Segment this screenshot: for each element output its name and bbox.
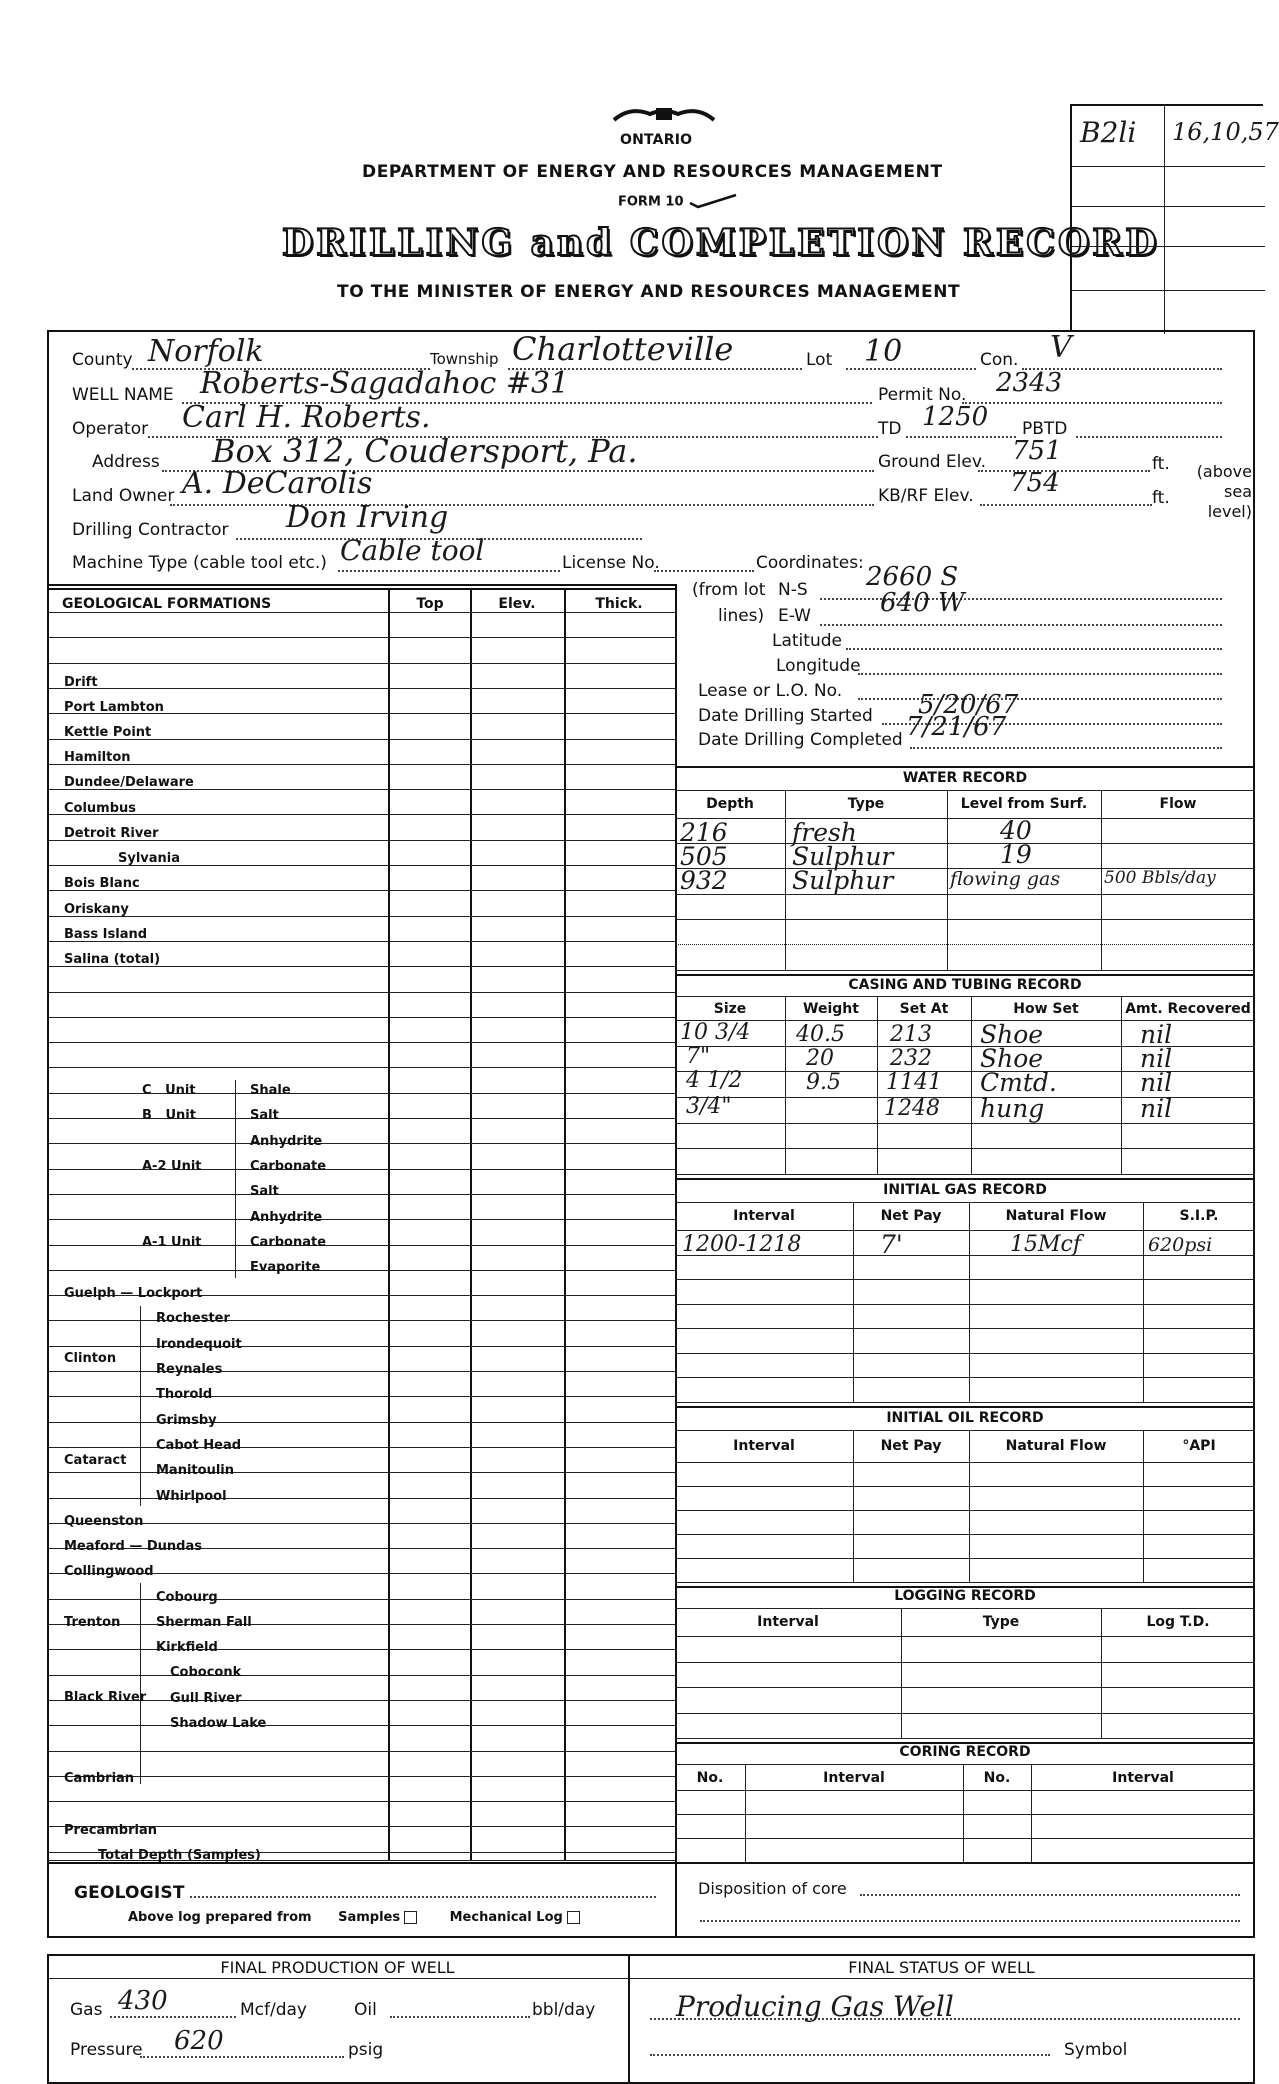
formation-guelph: Guelph — Lockport — [64, 1286, 203, 1301]
office-code: B2li — [1080, 116, 1137, 149]
permit-value: 2343 — [996, 368, 1063, 398]
formation-kettle-point: Kettle Point — [64, 725, 152, 740]
oil-line — [390, 2016, 530, 2018]
formation-anhydrite-2: Anhydrite — [250, 1210, 323, 1225]
geo-row-line — [47, 1194, 675, 1195]
land-owner-line — [170, 504, 874, 506]
formation-precambrian: Precambrian — [64, 1823, 157, 1838]
formation-queenston: Queenston — [64, 1514, 144, 1529]
casing-size-1: 10 3/4 — [680, 1020, 751, 1045]
final-production-title: FINAL PRODUCTION OF WELL — [220, 1958, 455, 1977]
ew-value: 640 W — [880, 588, 965, 618]
well-name-label: WELL NAME — [72, 385, 174, 405]
latitude-label: Latitude — [772, 631, 842, 651]
well-name-value: Roberts-Sagadahoc #31 — [200, 366, 570, 401]
ns-label: N-S — [778, 580, 808, 600]
formation-collingwood: Collingwood — [64, 1564, 154, 1579]
completed-value: 7/21/67 — [906, 712, 1007, 742]
formation-salt-1: Salt — [250, 1108, 279, 1123]
record-row-line — [675, 1713, 1255, 1714]
record-row-line — [675, 894, 1255, 895]
casing-recovered-2: nil — [1140, 1044, 1173, 1073]
longitude-label: Longitude — [776, 656, 861, 676]
formation-carbonate-1: Carbonate — [250, 1159, 327, 1174]
geo-row-line — [47, 1017, 675, 1018]
permit-label: Permit No. — [878, 385, 967, 405]
formation-total-depth: Total Depth (Samples) — [98, 1848, 261, 1863]
formation-irondequoit: Irondequoit — [156, 1337, 242, 1352]
record-row-line — [675, 843, 1255, 844]
formation-kirkfield: Kirkfield — [156, 1640, 218, 1655]
casing-header-recovered: Amt. Recovered — [1125, 1001, 1251, 1017]
township-label: Township — [430, 350, 499, 368]
formation-cobourg: Cobourg — [156, 1590, 218, 1605]
gas-interval-1: 1200-1218 — [682, 1232, 802, 1257]
form-number: FORM 10 — [618, 193, 740, 211]
formation-coboconk: Coboconk — [170, 1665, 242, 1680]
water-type-3: Sulphur — [792, 866, 894, 895]
ground-elev-line — [978, 470, 1150, 472]
logging-header-type: Type — [982, 1614, 1020, 1630]
formation-thorold: Thorold — [156, 1387, 213, 1402]
record-row-line — [675, 1486, 1255, 1487]
geo-row-line — [47, 688, 675, 689]
kb-elev-line — [980, 504, 1152, 506]
casing-header-size: Size — [713, 1001, 747, 1017]
formation-rochester: Rochester — [156, 1311, 230, 1326]
formation-drift: Drift — [64, 675, 98, 690]
ft-label-1: ft. — [1152, 454, 1170, 474]
county-label: County — [72, 350, 133, 370]
formation-black-river: Black River — [64, 1690, 147, 1705]
geo-header-formations: GEOLOGICAL FORMATIONS — [62, 596, 272, 612]
casing-recovered-4: nil — [1140, 1094, 1173, 1123]
formation-evaporite: Evaporite — [250, 1260, 321, 1275]
casing-record-title: CASING AND TUBING RECORD — [848, 977, 1082, 993]
geo-row-line — [47, 1725, 675, 1726]
water-level-3: flowing gas — [950, 868, 1061, 890]
casing-weight-1: 40.5 — [796, 1022, 845, 1047]
formation-bois-blanc: Bois Blanc — [64, 876, 140, 891]
water-level-2: 19 — [1000, 840, 1032, 869]
completed-line — [910, 747, 1222, 749]
gas-header-sip: S.I.P. — [1179, 1208, 1219, 1224]
office-date: 16,10,57 — [1172, 118, 1279, 146]
form-title: DRILLING and COMPLETION RECORD — [282, 222, 1160, 264]
ew-label: E-W — [778, 606, 811, 626]
geo-row-line — [47, 1675, 675, 1676]
oil-record-title: INITIAL OIL RECORD — [886, 1410, 1044, 1426]
casing-howset-3: Cmtd. — [980, 1068, 1057, 1097]
formation-oriskany: Oriskany — [64, 902, 129, 917]
geo-row-line — [47, 890, 675, 891]
record-row-line — [675, 1510, 1255, 1511]
record-row-line — [675, 1814, 1255, 1815]
gas-sip-1: 620psi — [1148, 1234, 1213, 1256]
formation-manitoulin: Manitoulin — [156, 1463, 234, 1478]
geo-row-line — [47, 1320, 675, 1321]
casing-recovered-3: nil — [1140, 1068, 1173, 1097]
casing-howset-1: Shoe — [980, 1020, 1044, 1049]
geo-row-line — [47, 1219, 675, 1220]
formation-c-unit: C Unit — [142, 1083, 196, 1098]
completed-label: Date Drilling Completed — [698, 730, 903, 750]
record-row-line — [675, 1838, 1255, 1839]
gas-header-interval: Interval — [733, 1208, 795, 1224]
county-value: Norfolk — [148, 334, 264, 369]
symbol-label: Symbol — [1064, 2040, 1128, 2060]
formation-anhydrite-1: Anhydrite — [250, 1134, 323, 1149]
longitude-line — [858, 673, 1222, 675]
lease-line — [858, 698, 1222, 700]
casing-size-4: 3/4" — [686, 1094, 732, 1119]
lot-value: 10 — [864, 334, 903, 369]
logging-header-log-td: Log T.D. — [1146, 1614, 1210, 1630]
water-type-1: fresh — [792, 818, 857, 847]
from-lot-label: (from lot — [692, 580, 766, 600]
casing-size-2: 7" — [686, 1044, 711, 1069]
gas-header-natural-flow: Natural Flow — [1005, 1208, 1107, 1224]
water-type-2: Sulphur — [792, 842, 894, 871]
ft-label-2: ft. — [1152, 488, 1170, 508]
logging-header-interval: Interval — [757, 1614, 819, 1630]
oil-header-api: °API — [1182, 1438, 1216, 1454]
pbtd-label: PBTD — [1022, 419, 1068, 439]
geo-row-line — [47, 764, 675, 765]
bbl-label: bbl/day — [532, 2000, 596, 2020]
info-divider — [47, 584, 675, 586]
formation-reynales: Reynales — [156, 1362, 223, 1377]
geo-row-line — [47, 992, 675, 993]
coring-record-title: CORING RECORD — [899, 1744, 1031, 1760]
formation-sylvania: Sylvania — [118, 851, 181, 866]
casing-setat-4: 1248 — [884, 1096, 940, 1121]
ground-elev-label: Ground Elev. — [878, 452, 987, 472]
gas-header-net-pay: Net Pay — [880, 1208, 942, 1224]
pressure-label: Pressure — [70, 2040, 143, 2060]
td-value: 1250 — [922, 402, 989, 432]
mcf-label: Mcf/day — [240, 2000, 307, 2020]
td-label: TD — [878, 419, 902, 439]
disposition-line — [860, 1894, 1240, 1896]
status-value: Producing Gas Well — [676, 1990, 954, 2023]
disposition-line-2 — [700, 1920, 1240, 1922]
above-sea-label: (above sea level) — [1196, 462, 1252, 521]
gas-value: 430 — [118, 1986, 168, 2016]
office-use-box — [1070, 104, 1279, 332]
record-row-line — [675, 1377, 1255, 1378]
psig-label: psig — [348, 2040, 384, 2060]
formation-whirlpool: Whirlpool — [156, 1489, 227, 1504]
started-value: 5/20/67 — [918, 690, 1019, 720]
record-row-line — [675, 1279, 1255, 1280]
water-flow-3: 500 Bbls/day — [1104, 868, 1216, 888]
water-header-type: Type — [847, 796, 885, 812]
geo-row-line — [47, 663, 675, 664]
formation-hamilton: Hamilton — [64, 750, 131, 765]
gas-label: Gas — [70, 2000, 103, 2020]
record-row-line — [675, 1304, 1255, 1305]
geo-row-line — [47, 1143, 675, 1144]
formation-cabot-head: Cabot Head — [156, 1438, 242, 1453]
water-header-depth: Depth — [706, 796, 754, 812]
recipient: TO THE MINISTER OF ENERGY AND RESOURCES MANAGEMENT — [337, 282, 961, 302]
formation-shale: Shale — [250, 1083, 291, 1098]
oil-label: Oil — [354, 2000, 377, 2020]
mechanical-log-checkbox[interactable] — [567, 1911, 580, 1924]
lot-label: Lot — [806, 350, 833, 370]
formation-salina: Salina (total) — [64, 952, 161, 967]
formation-carbonate-2: Carbonate — [250, 1235, 327, 1250]
formation-salt-2: Salt — [250, 1184, 279, 1199]
pressure-line — [140, 2056, 344, 2058]
casing-weight-3: 9.5 — [806, 1070, 841, 1095]
geologist-line — [190, 1896, 656, 1898]
geo-row-line — [47, 1396, 675, 1397]
oil-header-natural-flow: Natural Flow — [1005, 1438, 1107, 1454]
geo-row-line — [47, 1624, 675, 1625]
geo-row-line — [47, 1599, 675, 1600]
record-row-line — [675, 919, 1255, 920]
formation-cataract: Cataract — [64, 1453, 127, 1468]
record-row-line — [675, 1148, 1255, 1149]
kb-elev-value: 754 — [1010, 468, 1060, 498]
casing-recovered-1: nil — [1140, 1020, 1173, 1049]
water-depth-1: 216 — [680, 818, 728, 847]
casing-howset-4: hung — [980, 1094, 1045, 1123]
township-value: Charlotteville — [512, 330, 734, 368]
water-record-title: WATER RECORD — [902, 770, 1028, 786]
record-row-line — [675, 1558, 1255, 1559]
con-label: Con. — [980, 350, 1019, 370]
disposition-label: Disposition of core — [698, 1879, 847, 1898]
department: DEPARTMENT OF ENERGY AND RESOURCES MANAGEMENT — [362, 162, 943, 182]
formation-port-lambton: Port Lambton — [64, 700, 164, 715]
status-line-2 — [650, 2054, 1050, 2056]
operator-label: Operator — [72, 419, 149, 439]
water-depth-3: 932 — [680, 866, 728, 895]
ns-value: 2660 S — [866, 562, 959, 592]
casing-setat-1: 213 — [890, 1022, 932, 1047]
casing-setat-3: 1141 — [886, 1070, 942, 1095]
formation-shadow-lake: Shadow Lake — [170, 1716, 267, 1731]
geo-header-thick: Thick. — [595, 596, 643, 612]
geo-row-line — [47, 637, 675, 638]
license-label: License No. — [562, 553, 660, 573]
machine-value: Cable tool — [340, 534, 485, 567]
geo-row-line — [47, 1371, 675, 1372]
coring-header-interval-2: Interval — [1112, 1770, 1174, 1786]
geo-row-line — [47, 916, 675, 917]
coring-header-no-1: No. — [696, 1770, 724, 1786]
pbtd-line — [1076, 436, 1222, 438]
formation-detroit-river: Detroit River — [64, 826, 159, 841]
casing-header-weight: Weight — [803, 1001, 859, 1017]
geo-row-line — [47, 1346, 675, 1347]
land-owner-label: Land Owner — [72, 486, 175, 506]
water-level-1: 40 — [1000, 816, 1032, 845]
final-status-title: FINAL STATUS OF WELL — [848, 1958, 1035, 1977]
samples-checkbox[interactable] — [404, 1911, 417, 1924]
province: ONTARIO — [620, 132, 693, 148]
prepared-from: Above log prepared from Samples Mechanical Log — [128, 1910, 580, 1925]
record-row-line — [675, 1328, 1255, 1329]
gas-record-title: INITIAL GAS RECORD — [883, 1182, 1047, 1198]
formation-gull-river: Gull River — [170, 1691, 242, 1706]
water-header-level: Level from Surf. — [960, 796, 1088, 812]
ew-line — [820, 624, 1222, 626]
contractor-value: Don Irving — [286, 500, 449, 535]
geo-row-line — [47, 1751, 675, 1752]
started-label: Date Drilling Started — [698, 706, 873, 726]
formation-dundee: Dundee/Delaware — [64, 775, 194, 790]
record-row-line — [675, 1534, 1255, 1535]
land-owner-value: A. DeCarolis — [182, 466, 373, 501]
latitude-line — [846, 648, 1222, 650]
geo-row-line — [47, 1447, 675, 1448]
formation-cambrian: Cambrian — [64, 1771, 135, 1786]
formation-clinton: Clinton — [64, 1351, 117, 1366]
record-row-line — [675, 1662, 1255, 1663]
contractor-label: Drilling Contractor — [72, 520, 229, 540]
casing-setat-2: 232 — [890, 1046, 932, 1071]
geo-row-line — [47, 1472, 675, 1473]
machine-line — [338, 570, 560, 572]
geo-row-line — [47, 1776, 675, 1777]
formation-meaford: Meaford — Dundas — [64, 1539, 202, 1554]
casing-header-set-at: Set At — [899, 1001, 949, 1017]
pressure-value: 620 — [174, 2026, 224, 2056]
casing-header-how-set: How Set — [1013, 1001, 1079, 1017]
logging-record-title: LOGGING RECORD — [894, 1588, 1036, 1604]
record-row-line — [675, 1687, 1255, 1688]
formation-grimsby: Grimsby — [156, 1413, 217, 1428]
lines-label: lines) — [718, 606, 765, 626]
con-value: V — [1050, 330, 1072, 365]
formation-bass-island: Bass Island — [64, 927, 148, 942]
coring-header-no-2: No. — [983, 1770, 1011, 1786]
coordinates-label: Coordinates: — [756, 553, 864, 573]
machine-label: Machine Type (cable tool etc.) — [72, 553, 327, 573]
gas-line — [110, 2016, 236, 2018]
water-depth-2: 505 — [680, 842, 728, 871]
oil-header-interval: Interval — [733, 1438, 795, 1454]
lease-label: Lease or L.O. No. — [698, 681, 843, 701]
geo-row-line — [47, 1067, 675, 1068]
geo-row-line — [47, 1270, 675, 1271]
casing-weight-2: 20 — [806, 1046, 834, 1071]
td-line — [906, 436, 1016, 438]
address-value: Box 312, Coudersport, Pa. — [212, 432, 638, 470]
oil-header-net-pay: Net Pay — [880, 1438, 942, 1454]
formation-a1-unit: A-1 Unit — [142, 1235, 202, 1250]
ontario-crest — [610, 104, 718, 124]
kb-elev-label: KB/RF Elev. — [878, 486, 974, 506]
coring-header-interval-1: Interval — [823, 1770, 885, 1786]
gas-natural-flow-1: 15Mcf — [1010, 1232, 1081, 1257]
casing-howset-2: Shoe — [980, 1044, 1044, 1073]
geo-row-line — [47, 814, 675, 815]
formation-a2-unit: A-2 Unit — [142, 1159, 202, 1174]
operator-value: Carl H. Roberts. — [182, 400, 431, 435]
record-row-line — [675, 1353, 1255, 1354]
gas-net-pay-1: 7' — [880, 1230, 903, 1259]
geo-row-line — [47, 1422, 675, 1423]
ground-elev-value: 751 — [1012, 436, 1062, 466]
formation-sherman-fall: Sherman Fall — [156, 1615, 252, 1630]
license-line — [654, 570, 754, 572]
geo-row-line — [47, 1649, 675, 1650]
geo-row-line — [47, 1042, 675, 1043]
casing-size-3: 4 1/2 — [686, 1068, 743, 1093]
geo-row-line — [47, 1498, 675, 1499]
permit-line — [962, 402, 1222, 404]
address-label: Address — [92, 452, 160, 472]
geo-header-elev: Elev. — [498, 596, 536, 612]
formation-trenton: Trenton — [64, 1615, 121, 1630]
water-header-flow: Flow — [1159, 796, 1197, 812]
geologist-label: GEOLOGIST — [74, 1883, 185, 1903]
formation-b-unit: B Unit — [142, 1108, 196, 1123]
record-row-line — [675, 1123, 1255, 1124]
geo-row-line — [47, 1801, 675, 1802]
geo-header-top: Top — [416, 596, 444, 612]
formation-columbus: Columbus — [64, 801, 137, 816]
